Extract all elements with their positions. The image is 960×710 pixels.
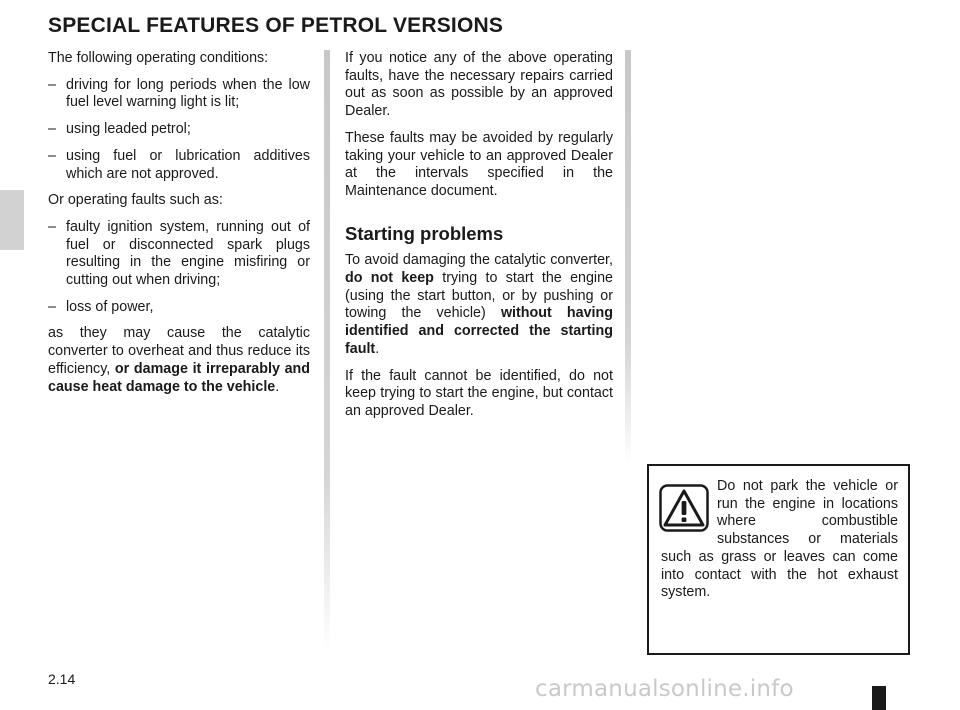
catalytic-bold-text: do not keep	[345, 270, 434, 287]
section-heading-starting-problems: Starting problems	[345, 222, 504, 244]
catalytic-text: To avoid damaging the catalytic converter,	[345, 252, 613, 269]
column-divider-left	[324, 50, 330, 650]
faults-intro: Or operating faults such as:	[48, 192, 223, 209]
warning-triangle-icon	[659, 484, 709, 532]
condition-item	[48, 121, 310, 139]
catalytic-text-2: trying to start the engine (using the start button, or by pushing or towing the vehicle)	[345, 270, 614, 322]
conclusion-bold-text: or damage it irreparably and cause heat damage to the vehicle	[48, 360, 310, 395]
conclusion-paragraph	[48, 325, 310, 396]
dash-bullet: –	[48, 121, 56, 138]
watermark-text: carmanualsonline.info	[535, 676, 794, 702]
maintenance-paragraph: These faults may be avoided by regularly taking your vehicle to an approved Dealer at the intervals specified in the Maintenance document.	[345, 129, 613, 199]
chapter-side-tab	[0, 190, 24, 250]
catalytic-end: .	[375, 340, 380, 357]
catalytic-bold-text-2: without having identified and corrected the starting fault	[345, 305, 613, 357]
conditions-intro: The following operating conditions:	[48, 50, 269, 66]
fault-text: faulty ignition system, running out of fuel or disconnected spark plugs resulting in the engine misfiring or cutting out when driving;	[66, 218, 310, 289]
dash-bullet: –	[48, 218, 56, 235]
conclusion-end: .	[275, 378, 280, 395]
warning-text: Do not park the vehicle or run the engine in locations where combustible substances or materials such as grass or leaves can come into contact with the hot exhaust system.	[661, 478, 898, 601]
dash-bullet: –	[48, 147, 56, 164]
dealer-paragraph: If the fault cannot be identified, do not keep trying to start the engine, but contact an approved Dealer.	[345, 367, 613, 419]
column-divider-right	[625, 50, 631, 465]
condition-text: driving for long periods when the low fuel level warning light is lit;	[66, 76, 310, 111]
catalytic-paragraph	[345, 252, 613, 358]
middle-column	[345, 50, 613, 430]
condition-item	[48, 77, 310, 112]
warning-box	[647, 464, 910, 655]
dash-bullet: –	[48, 298, 56, 315]
conclusion-text: as they may cause the catalytic converter to overheat and thus reduce its efficiency,	[48, 325, 310, 377]
left-column	[48, 50, 310, 405]
page-corner-marker	[872, 686, 886, 710]
repairs-paragraph: If you notice any of the above operating faults, have the necessary repairs carried out as soon as possible by an approved Dealer.	[345, 50, 613, 120]
page-number: 2.14	[48, 671, 76, 687]
fault-text: loss of power,	[66, 298, 154, 315]
condition-item	[48, 148, 310, 183]
fault-item	[48, 299, 310, 317]
condition-text: using fuel or lubrication additives which are not approved.	[66, 147, 310, 182]
page-title: SPECIAL FEATURES OF PETROL VERSIONS	[48, 14, 504, 37]
dash-bullet: –	[48, 76, 56, 93]
fault-item	[48, 219, 310, 290]
condition-text: using leaded petrol;	[66, 121, 191, 138]
